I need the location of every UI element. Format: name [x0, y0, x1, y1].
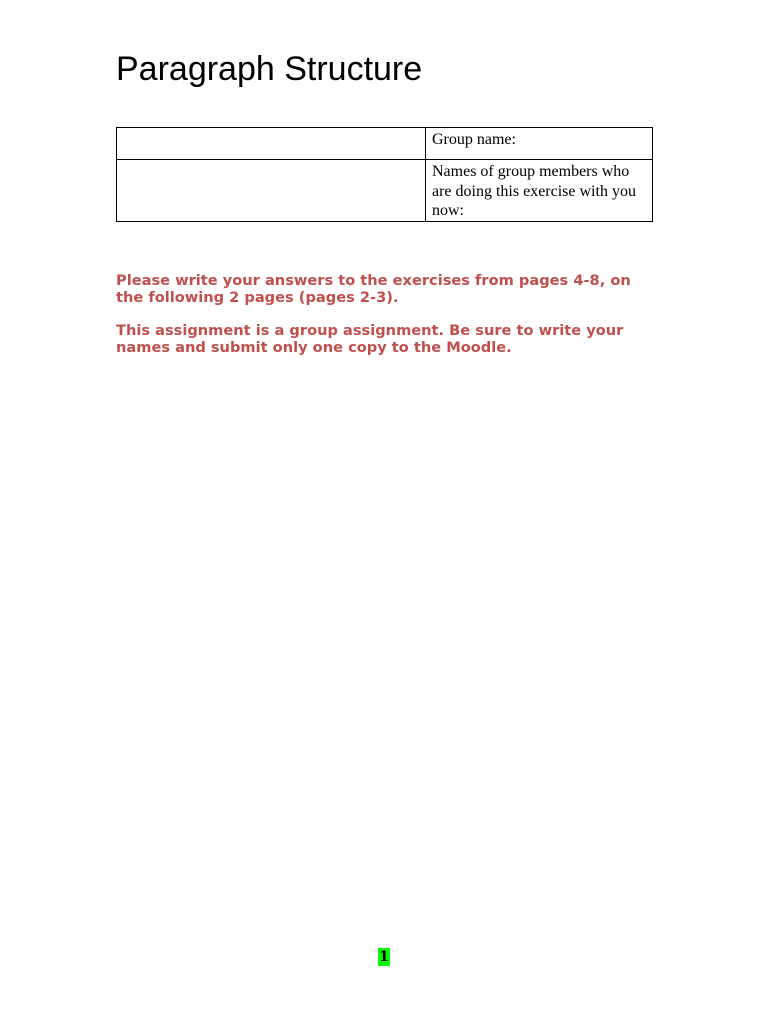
group-name-value-cell[interactable] [117, 128, 426, 160]
page-number: 1 [379, 949, 389, 965]
document-title: Paragraph Structure [116, 50, 423, 88]
group-members-label-cell: Names of group members who are doing this exercise with you now: [426, 160, 653, 222]
group-name-label-cell: Group name: [426, 128, 653, 160]
group-info-table [116, 127, 653, 222]
table-row [117, 160, 653, 222]
instruction-answers: Please write your answers to the exercises from pages 4-8, on the following 2 pages (pages 2-3). [116, 272, 631, 306]
group-members-value-cell[interactable] [117, 160, 426, 222]
instruction-group-assignment: This assignment is a group assignment. Be sure to write your names and submit only one copy to the Moodle. [116, 322, 624, 356]
table-row [117, 128, 653, 160]
